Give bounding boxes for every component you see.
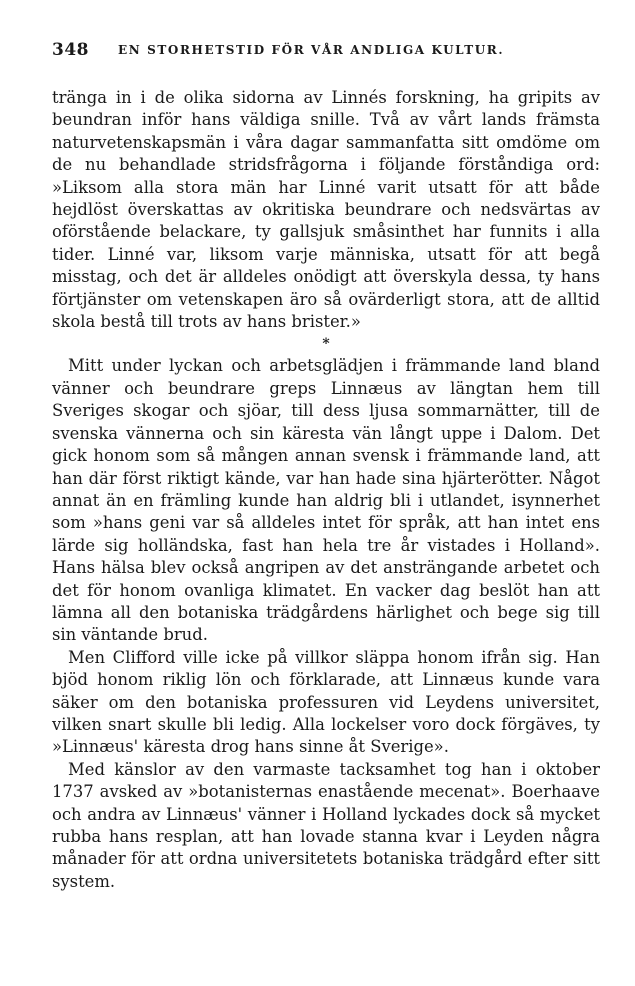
running-title: EN STORHETSTID FÖR VÅR ANDLIGA KULTUR. bbox=[118, 43, 505, 57]
paragraph-4: Med känslor av den varmaste tacksamhet tog han i oktober 1737 avsked av »botanisternas enastående mecenat». Boerhaave och andra av Linnæus' vänner i Holland lyckades dock så mycket rubba hans resplan, att han lovade stanna kvar i Leyden några månader för att ordna universitetets botaniska trädgård efter sitt system. bbox=[52, 759, 600, 891]
paragraph-2: Mitt under lyckan och arbetsglädjen i främmande land bland vänner och beundrare greps Linnæus av längtan hem till Sveriges skogar och sjöar, till dess ljusa sommarnätter, till de svenska vännerna och sin käresta vän långt uppe i Dalom. Det gick honom som så mången annan svensk i främmande land, att han där först riktigt kände, var han hade sina hjärterötter. Något annat än en främling kunde han aldrig bli i utlandet, isynnerhet som »hans geni var så alldeles intet för språk, att han intet ens lärde sig holländska, fast han hela tre år vistades i Holland». Hans hälsa blev också angripen av det ansträngande arbetet och det för honom ovanliga klimatet. En vacker dag beslöt han att lämna all den botaniska trädgårdens härlighet och bege sig till sin väntande brud. bbox=[52, 356, 600, 645]
page-number: 348 bbox=[52, 40, 89, 60]
section-break-mark: * bbox=[322, 336, 330, 353]
page-header bbox=[52, 40, 600, 64]
paragraph-1: tränga in i de olika sidorna av Linnés forskning, ha gripits av beundran inför hans väldiga snille. Två av vårt lands främsta naturvetenskapsmän i våra dagar sammanfatta sitt omdöme om de nu behandlade stridsfrågorna i följande förståndiga ord: »Liksom alla stora män har Linné varit utsatt för att både hejdlöst överskattas av okritiska beundrare och nedsvärtas av oförstående belackare, ty gallsjuk småsinthet har funnits i alla tider. Linné var, liksom varje människa, utsatt för att begå misstag, och det är alldeles onödigt att överskyla dessa, ty hans förtjänster om vetenskapen äro så ovärderligt stora, att de alltid skola bestå till trots av hans brister.» bbox=[52, 88, 600, 332]
paragraph-3: Men Clifford ville icke på villkor släppa honom ifrån sig. Han bjöd honom riklig lön och förklarade, att Linnæus kunde vara säker om den botaniska professuren vid Leydens universitet, vilken snart skulle bli ledig. Alla lockelser voro dock förgäves, ty »Linnæus' käresta drog hans sinne åt Sverige». bbox=[52, 647, 600, 757]
body-text bbox=[52, 87, 600, 893]
